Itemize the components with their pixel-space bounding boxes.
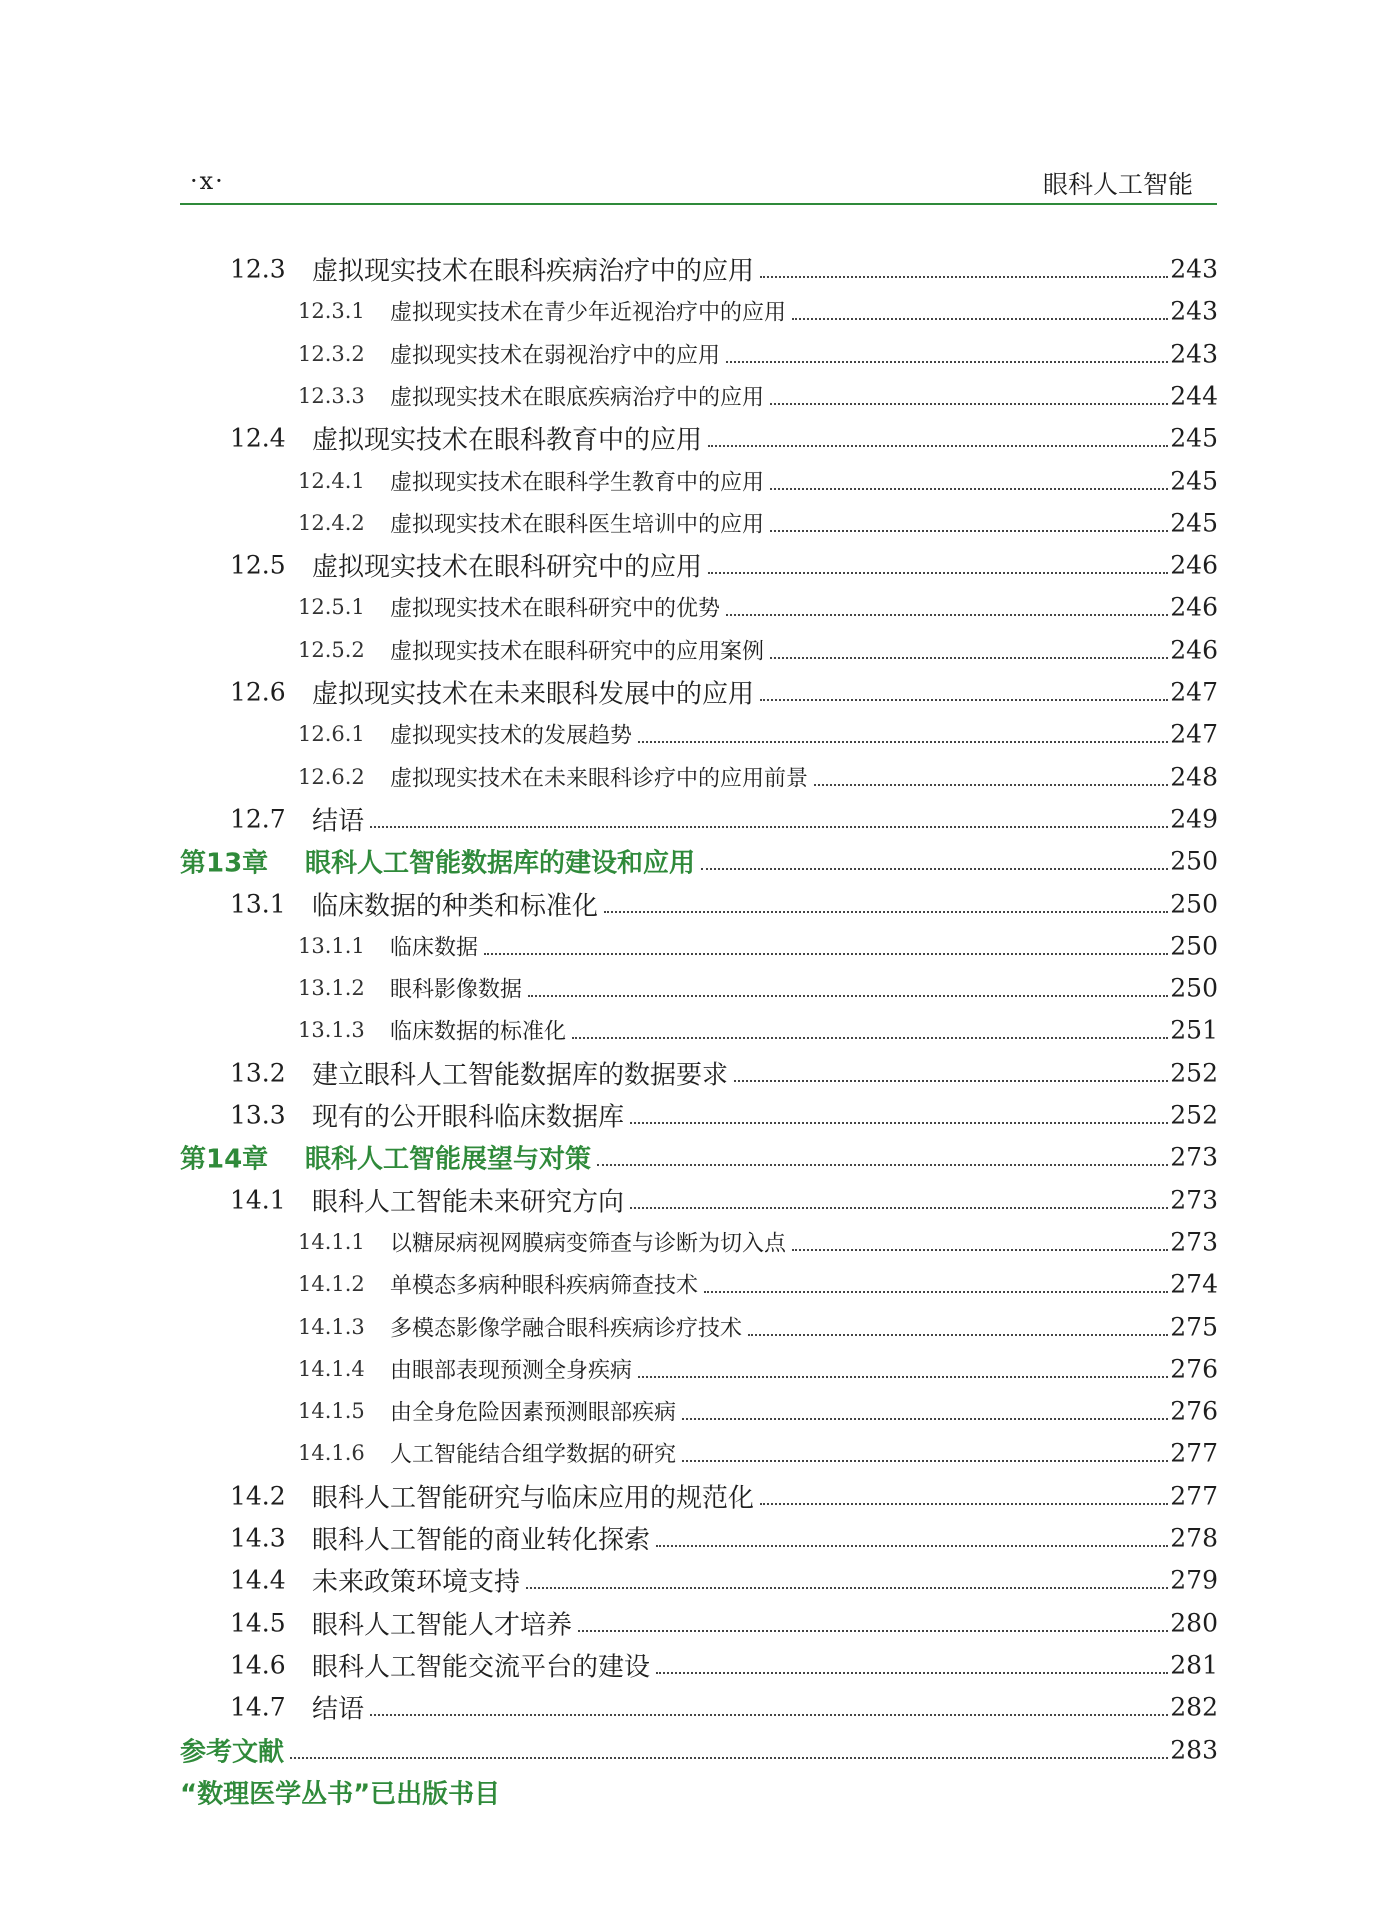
toc-dot-leader [814,784,1168,786]
toc-entry-page: 277 [1170,1438,1218,1468]
toc-entry-number: 14.1.2 [298,1272,365,1297]
toc-entry[interactable] [0,1348,1378,1390]
toc-entry-page: 281 [1170,1650,1218,1680]
toc-entry-number: 12.3.3 [298,383,365,408]
toc-entry-title: 虚拟现实技术的发展趋势 [390,723,633,749]
toc-entry-title: 眼科影像数据 [390,977,523,1003]
toc-entry[interactable] [0,290,1378,332]
toc-entry-number: 14.7 [230,1692,286,1722]
toc-entry-page: 246 [1170,635,1218,665]
toc-entry-page: 248 [1170,762,1218,792]
toc-entry-page: 276 [1170,1396,1218,1426]
toc-dot-leader [682,1418,1168,1420]
toc-entry-number: 13.3 [230,1100,286,1130]
toc-entry-title: 人工智能结合组学数据的研究 [390,1442,677,1468]
toc-entry-title: 眼科人工智能未来研究方向 [312,1187,625,1218]
toc-entry-page: 246 [1170,592,1218,622]
toc-entry-title: 眼科人工智能的商业转化探索 [312,1525,651,1556]
toc-entry-page: 273 [1170,1142,1218,1172]
toc-entry-title: “数理医学丛书”已出版书目 [180,1779,501,1810]
toc-entry-page: 245 [1170,423,1218,453]
toc-entry[interactable] [0,1094,1378,1136]
toc-entry[interactable] [0,1136,1378,1178]
toc-dot-leader [792,318,1168,320]
toc-entry-page: 278 [1170,1523,1218,1553]
toc-entry-page: 249 [1170,804,1218,834]
toc-entry-page: 252 [1170,1058,1218,1088]
toc-entry-page: 245 [1170,466,1218,495]
toc-entry-page: 245 [1170,508,1218,538]
page-header [180,165,1217,203]
toc-dot-leader [572,1037,1168,1039]
toc-entry[interactable] [0,586,1378,628]
toc-dot-leader [370,1714,1168,1716]
toc-dot-leader [578,1630,1168,1632]
toc-entry-page: 250 [1170,889,1218,918]
toc-entry[interactable] [0,713,1378,755]
toc-entry-number: 12.4 [230,423,286,453]
toc-dot-leader [638,1376,1168,1378]
toc-entry-page: 282 [1170,1692,1218,1722]
toc-entry[interactable] [0,1771,1378,1813]
toc-entry-page: 243 [1170,339,1218,369]
toc-entry-title: 结语 [312,1694,365,1725]
toc-entry-number: 12.6.1 [298,722,365,747]
toc-dot-leader [770,488,1168,490]
toc-entry-number: 12.4.1 [298,468,365,493]
toc-entry-number: 12.5.1 [298,595,365,620]
toc-entry[interactable] [0,1475,1378,1517]
toc-entry-number: 14.1.1 [298,1229,365,1254]
toc-entry-page: 250 [1170,973,1218,1003]
toc-dot-leader [528,995,1168,997]
toc-entry[interactable] [0,1263,1378,1305]
toc-dot-leader [760,699,1168,701]
toc-entry[interactable] [0,1729,1378,1771]
toc-entry-number: 13.1 [230,889,286,918]
toc-entry-title: 虚拟现实技术在眼科医生培训中的应用 [390,512,765,538]
toc-entry[interactable] [0,756,1378,798]
toc-entry-title: 虚拟现实技术在弱视治疗中的应用 [390,343,721,369]
toc-entry-page: 274 [1170,1269,1218,1299]
toc-entry-title: 眼科人工智能人才培养 [312,1610,573,1641]
toc-entry-title: 虚拟现实技术在未来眼科发展中的应用 [312,679,755,710]
toc-entry-page: 283 [1170,1735,1218,1764]
toc-entry[interactable] [0,1432,1378,1474]
toc-entry-title: 建立眼科人工智能数据库的数据要求 [312,1060,729,1091]
toc-entry-title: 虚拟现实技术在眼科研究中的应用 [312,552,703,583]
toc-entry-title: 眼科人工智能数据库的建设和应用 [305,848,696,879]
toc-entry-title: 眼科人工智能展望与对策 [305,1144,592,1175]
toc-dot-leader [526,1587,1168,1589]
toc-dot-leader [748,1334,1168,1336]
toc-entry-number: 13.1.2 [298,976,365,1001]
toc-entry-number: 14.6 [230,1650,286,1680]
toc-dot-leader [682,1460,1168,1462]
toc-entry-title: 虚拟现实技术在眼科研究中的应用案例 [390,639,765,665]
toc-entry-page: 243 [1170,254,1218,284]
toc-dot-leader [484,953,1168,955]
toc-entry-number: 14.3 [230,1523,286,1553]
toc-entry-title: 虚拟现实技术在眼底疾病治疗中的应用 [390,385,765,411]
toc-dot-leader [726,361,1168,363]
toc-dot-leader [708,445,1168,447]
toc-dot-leader [630,1207,1168,1209]
toc-entry-page: 280 [1170,1608,1218,1638]
toc-entry-page: 244 [1170,381,1218,411]
toc-entry-page: 279 [1170,1565,1218,1595]
toc-entry-number: 14.1.3 [298,1314,365,1339]
toc-entry[interactable] [0,1221,1378,1263]
toc-entry-title: 临床数据的种类和标准化 [312,891,599,921]
toc-dot-leader [704,1291,1168,1293]
toc-entry-number: 13.1.1 [298,933,365,958]
toc-dot-leader [770,530,1168,532]
toc-entry-page: 250 [1170,931,1218,961]
toc-entry[interactable] [0,417,1378,459]
toc-dot-leader [656,1672,1168,1674]
toc-entry-number: 14.1.6 [298,1441,365,1466]
toc-entry[interactable] [0,840,1378,882]
toc-dot-leader [734,1080,1168,1082]
header-rule [180,203,1217,205]
toc-entry-title: 虚拟现实技术在未来眼科诊疗中的应用前景 [390,766,809,792]
toc-entry-number: 14.5 [230,1608,286,1638]
toc-dot-leader [760,276,1168,278]
toc-entry[interactable] [0,1602,1378,1644]
toc-dot-leader [701,868,1168,870]
toc-entry-title: 由眼部表现预测全身疾病 [390,1358,633,1384]
toc-entry-number: 14.4 [230,1565,286,1595]
toc-dot-leader [708,572,1168,574]
toc-entry-title: 单模态多病种眼科疾病筛查技术 [390,1273,699,1299]
toc-entry-title: 虚拟现实技术在眼科学生教育中的应用 [390,470,765,495]
toc-entry[interactable] [0,502,1378,544]
toc-dot-leader [760,1503,1168,1505]
toc-entry-page: 276 [1170,1354,1218,1384]
toc-entry[interactable] [0,1052,1378,1094]
toc-entry-title: 虚拟现实技术在青少年近视治疗中的应用 [390,300,787,326]
toc-entry[interactable] [0,333,1378,375]
toc-entry[interactable] [0,1559,1378,1601]
toc-entry[interactable] [0,629,1378,671]
toc-entry[interactable] [0,883,1378,925]
toc-dot-leader [638,741,1168,743]
toc-entry-number: 14.1 [230,1185,286,1215]
toc-entry-page: 277 [1170,1481,1218,1511]
toc-entry-page: 273 [1170,1185,1218,1215]
toc-entry-number: 12.6 [230,677,286,707]
toc-entry-number: 13.1.3 [298,1018,365,1043]
toc-entry-title: 结语 [312,806,365,837]
toc-entry-title: 临床数据 [390,935,479,961]
toc-entry[interactable] [0,1686,1378,1728]
toc-entry[interactable] [0,671,1378,713]
toc-entry-page: 250 [1170,846,1218,876]
toc-entry-number: 12.5.2 [298,637,365,662]
toc-dot-leader [290,1757,1168,1759]
toc-entry-number: 14.1.5 [298,1399,365,1424]
page-number: ·x· [190,167,225,195]
toc-dot-leader [770,657,1168,659]
toc-entry-page: 246 [1170,550,1218,580]
toc-dot-leader [604,911,1168,913]
toc-entry-page: 247 [1170,677,1218,707]
toc-entry[interactable] [0,248,1378,290]
toc-entry[interactable] [0,375,1378,417]
toc-entry-number: 第14章 [180,1144,269,1175]
toc-dot-leader [370,826,1168,828]
toc-entry[interactable] [0,798,1378,840]
toc-entry-page: 247 [1170,719,1218,749]
toc-entry-number: 12.3.1 [298,299,365,324]
toc-entry-number: 13.2 [230,1058,286,1088]
toc-entry[interactable] [0,967,1378,1009]
toc-entry-page: 252 [1170,1100,1218,1130]
toc-entry-title: 多模态影像学融合眼科疾病诊疗技术 [390,1316,743,1341]
toc-entry-number: 12.5 [230,550,286,580]
toc-entry-title: 参考文献 [180,1737,285,1767]
toc-entry[interactable] [0,544,1378,586]
toc-entry-number: 12.6.2 [298,764,365,789]
toc-entry-page: 251 [1170,1015,1218,1045]
running-head: 眼科人工智能 [1042,170,1193,199]
toc-entry-title: 现有的公开眼科临床数据库 [312,1102,625,1133]
toc-entry-title: 虚拟现实技术在眼科疾病治疗中的应用 [312,256,755,287]
toc-dot-leader [630,1122,1168,1124]
toc-entry-page: 273 [1170,1227,1218,1257]
toc-entry-number: 12.4.2 [298,510,365,535]
toc-entry[interactable] [0,460,1378,502]
toc-entry-title: 以糖尿病视网膜病变筛查与诊断为切入点 [390,1231,787,1257]
toc-entry-number: 12.3 [230,254,286,284]
toc-dot-leader [770,403,1168,405]
toc-dot-leader [597,1164,1168,1166]
toc-entry-page: 243 [1170,296,1218,326]
toc-entry[interactable] [0,1390,1378,1432]
toc-entry-number: 第13章 [180,848,269,879]
toc-dot-leader [656,1545,1168,1547]
toc-entry-title: 虚拟现实技术在眼科教育中的应用 [312,425,703,456]
toc-entry-page: 275 [1170,1312,1218,1341]
toc-entry-title: 虚拟现实技术在眼科研究中的优势 [390,596,721,622]
toc-entry-title: 眼科人工智能研究与临床应用的规范化 [312,1483,755,1514]
toc-dot-leader [792,1249,1168,1251]
toc-entry[interactable] [0,1179,1378,1221]
toc-entry-number: 12.3.2 [298,341,365,366]
toc-entry-title: 未来政策环境支持 [312,1567,521,1598]
toc-dot-leader [726,614,1168,616]
toc-entry-title: 由全身危险因素预测眼部疾病 [390,1400,677,1426]
toc-entry-title: 临床数据的标准化 [390,1019,567,1045]
toc-entry-number: 12.7 [230,804,286,834]
toc-entry[interactable] [0,1644,1378,1686]
toc-entry-title: 眼科人工智能交流平台的建设 [312,1652,651,1683]
toc-entry-number: 14.2 [230,1481,286,1511]
toc-entry[interactable] [0,925,1378,967]
toc-entry-number: 14.1.4 [298,1356,365,1381]
toc-entry[interactable] [0,1009,1378,1051]
toc-entry[interactable] [0,1306,1378,1348]
toc-entry[interactable] [0,1517,1378,1559]
